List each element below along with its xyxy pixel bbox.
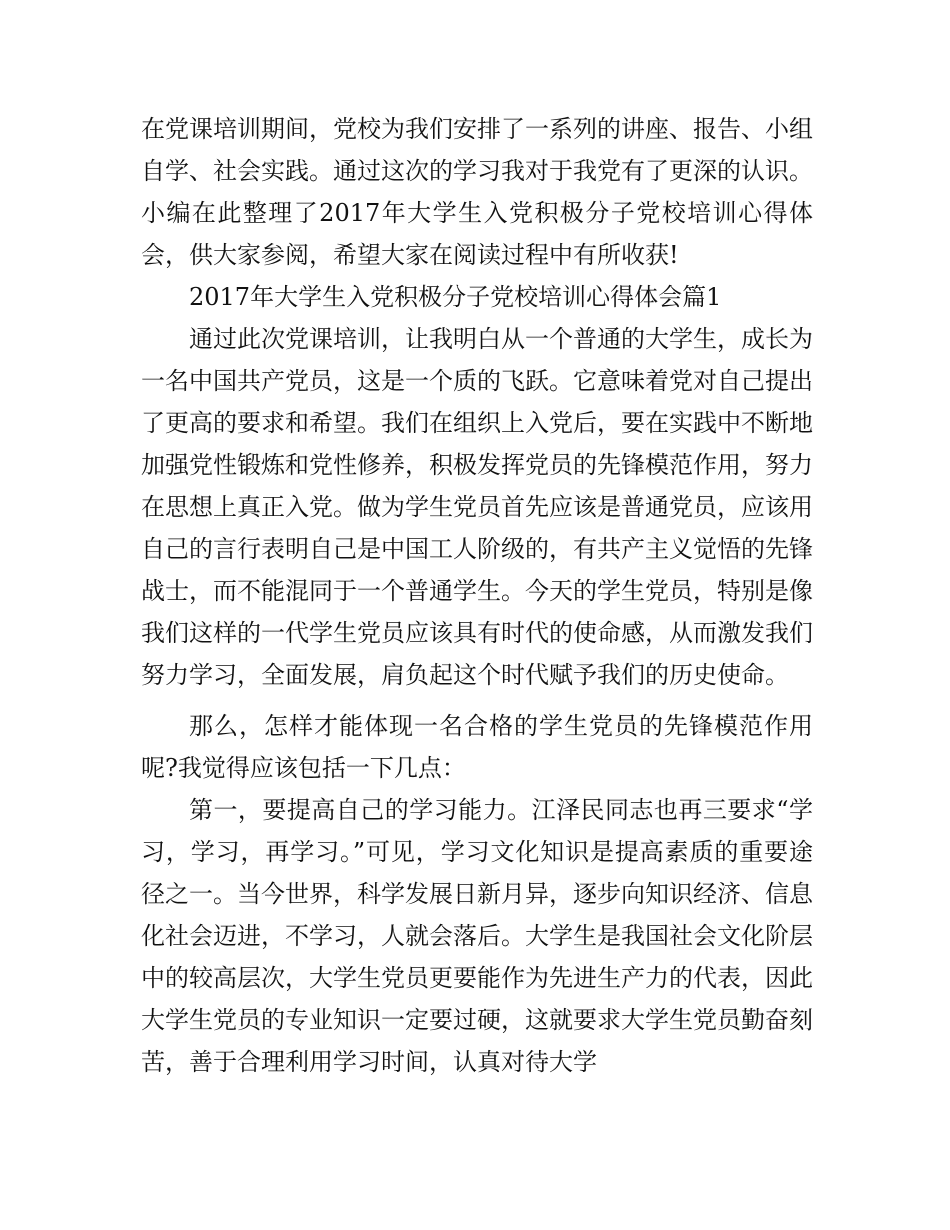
body-paragraph-1: 通过此次党课培训，让我明白从一个普通的大学生，成长为一名中国共产党员，这是一个质的飞跃。它意味着党对自己提出了更高的要求和希望。我们在组织上入党后，要在实践中不断地加强党性锻炼和党性修养，积极发挥党员的先锋模范作用，努力在思想上真正入党。做为学生党员首先应该是普通党员，应该用自己的言行表明自己是中国工人阶级的，有共产主义觉悟的先锋战士，而不能混同于一个普通学生。今天的学生党员，特别是像我们这样的一代学生党员应该具有时代的使命感，从而激发我们努力学习，全面发展，肩负起这个时代赋予我们的历史使命。 xyxy=(141,325,813,689)
body-paragraph-3: 第一，要提高自己的学习能力。江泽民同志也再三要求“学习，学习，再学习。”可见，学习文化知识是提高素质的重要途径之一。当今世界，科学发展日新月异，逐步向知识经济、信息化社会迈进，不学习，人就会落后。大学生是我国社会文化阶层中的较高层次，大学生党员更要能作为先进生产力的代表，因此大学生党员的专业知识一定要过硬，这就要求大学生党员勤奋刻苦，善于合理利用学习时间，认真对待大学 xyxy=(141,796,813,1076)
document-body xyxy=(141,108,813,1083)
body-paragraph-2: 那么，怎样才能体现一名合格的学生党员的先锋模范作用呢?我觉得应该包括一下几点： xyxy=(141,712,813,782)
intro-paragraph: 在党课培训期间，党校为我们安排了一系列的讲座、报告、小组自学、社会实践。通过这次的学习我对于我党有了更深的认识。小编在此整理了2017年大学生入党积极分子党校培训心得体会，供大家参阅，希望大家在阅读过程中有所收获! xyxy=(141,115,813,269)
section-title: 2017年大学生入党积极分子党校培训心得体会篇1 xyxy=(189,283,722,311)
